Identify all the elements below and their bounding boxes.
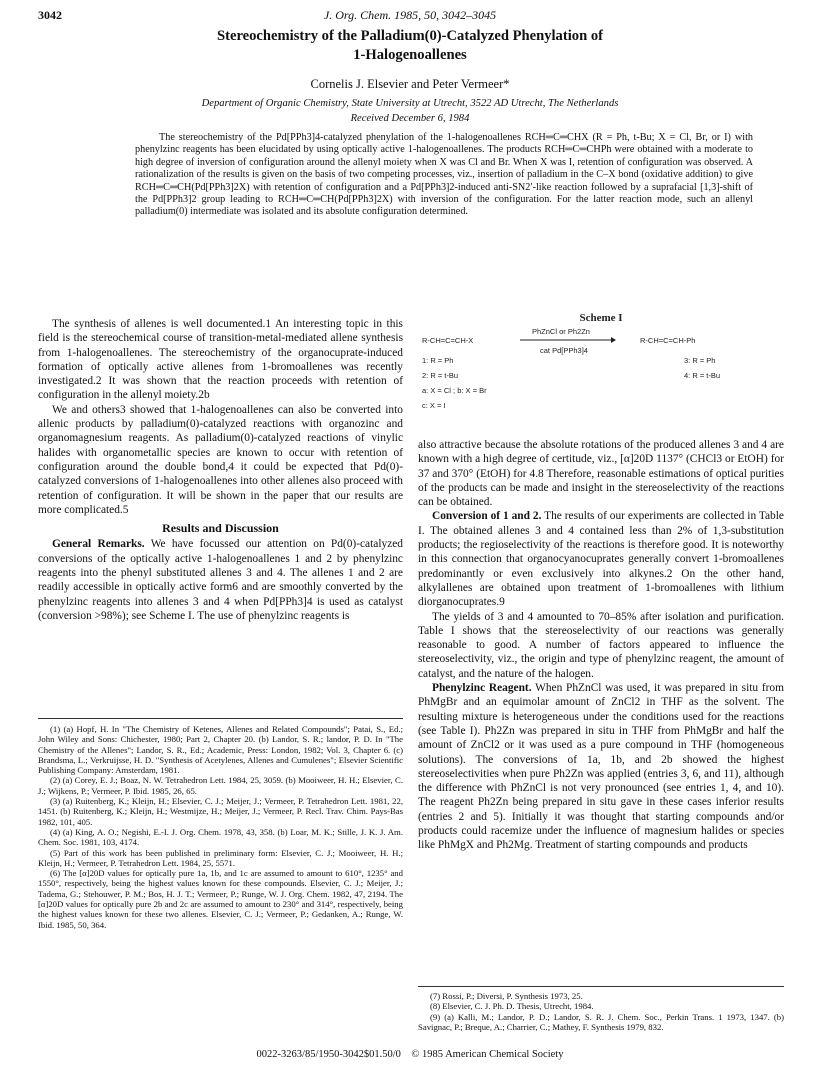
page-footer <box>0 1049 820 1060</box>
general-remarks-paragraph <box>38 537 403 623</box>
scheme-title: Scheme I <box>579 312 623 324</box>
authors: Cornelis J. Elsevier and Peter Vermeer* <box>310 77 510 91</box>
phenylzinc-text: When PhZnCl was used, it was prepared in situ from PhMgBr and an equimolar amount of ZnCl2 in THF as the solvent. The resulting mixture is heterogeneous under the conditions used for the reactions (see Table I). Ph2Zn was prepared in situ in THF from PhMgBr and half the amount of ZnCl2 or it was used as a pure compound in THF (homogeneous solutions). The conversions of 1a, 1b, and 2b showed the highest stereoselectivities when pure Ph2Zn was applied (entries 3, 6, and 11), although the difference with PhZnCl is not very pronounced (see entries 1, 4, and 10). The reagent Ph2Zn being prepared in situ gave in these cases inferior results (entries 2 and 5). Initially it was thought that starting compounds and/or products could racemize under the influence of magnesium halides or species like PhMgX and Ph2Mg. Treatment of starting compounds and products <box>418 682 784 852</box>
scheme-label-ab: a: X = Cl ; b: X = Br <box>422 386 487 395</box>
intro-paragraph-2: We and others3 showed that 1-halogenoallenes can also be converted into allenic products by palladium(0)-catalyzed reactions with organozinc and organomagnesium reagents. As palladium(0)-catalyzed reactions of vinylic halides with organometallic species are known to occur with retention of configuration around the double bond,4 it could be expected that Pd(0)-catalyzed conversions of 1-halogenoallenes into other allenes also proceed with retention of configuration. It will be shown in the paper that our results are more complicated.5 <box>38 403 403 516</box>
phenylzinc-paragraph <box>418 681 784 853</box>
rotation-paragraph: also attractive because the absolute rotations of the produced allenes 3 and 4 are known with a high degree of certitude, viz., [α]20D 1137° (CHCl3 or EtOH) for 37 and 370° (EtOH) for 4.8 Therefore, reasonable estimations of optical purities of the products can be made and insight in the stereoselectivity of the reactions can be obtained. <box>418 439 784 509</box>
scheme-label-1: 1: R = Ph <box>422 356 454 365</box>
footnote-7: (7) Rossi, P.; Diversi, P. Synthesis 1973, 25. <box>430 991 583 1001</box>
reaction-arrow-icon <box>520 336 616 344</box>
footer-code: 0022-3263/85/1950-3042$01.50/0 <box>256 1049 401 1060</box>
right-column <box>418 438 784 853</box>
article-title <box>60 27 760 65</box>
left-column <box>38 317 403 623</box>
title-line-2: 1-Halogenoallenes <box>353 47 467 63</box>
footnote-9: (9) (a) Kalli, M.; Landor, P. D.; Landor, S. R. J. Chem. Soc., Perkin Trans. 1 1973, 1347. (b) Savignac, P.; Breque, A.; Charrier, C.; Mathey, F. Synthesis 1979, 832. <box>418 1011 784 1032</box>
received-date: Received December 6, 1984 <box>350 113 470 124</box>
scheme-label-3: 3: R = Ph <box>684 356 716 365</box>
scheme-reactant: R-CH=C=CH-X <box>422 336 474 345</box>
footnote-6: (6) The [α]20D values for optically pure 1a, 1b, and 1c are assumed to amount to 610°, 1235° and 1550°, respectively, being the highest values known for these compounds. Elsevier, C. J.; Meijer, J.; Tadema, G.; Stehouwer, P. M.; Bos, H. J. T.; Vermeer, P.; Runge, W. J. Org. Chem. 1982, 47, 2194. The [α]20D values for optically pure 2b and 2c are assumed to amount to 230° and 314°, respectively, being the highest values known for these two allenes. Elsevier, C. J.; Vermeer, P.; Gedanken, A.; Runge, W. Ibid. 1985, 50, 364. <box>38 868 403 930</box>
footnote-rule-right <box>418 986 784 987</box>
page-number: 3042 <box>38 8 62 22</box>
affiliation: Department of Organic Chemistry, State University at Utrecht, 3522 AD Utrecht, The Netherlands <box>201 98 619 109</box>
footnote-5: (5) Part of this work has been published in preliminary form: Elsevier, C. J.; Mooiweer, H. H.; Kleijn, H.; Vermeer, P. Tetrahedron Lett. 1984, 25, 5571. <box>38 847 403 868</box>
footnote-3: (3) (a) Ruitenberg, K.; Kleijn, H.; Elsevier, C. J.; Meijer, J.; Vermeer, P. Tetrahedron Lett. 1981, 22, 1451. (b) Ruitenberg, K.; Kleijn, H.; Westmijze, H.; Meijer, J.; Vermeer, P. Recl. Trav. Chim. Pays-Bas 1982, 101, 405. <box>38 796 403 827</box>
footnote-2: (2) (a) Corey, E. J.; Boaz, N. W. Tetrahedron Lett. 1984, 25, 3059. (b) Mooiweer, H. H.; Elsevier, C. J.; Wijkens, P.; Vermeer, P. Ibid. 1985, 26, 65. <box>38 775 403 796</box>
general-remarks-text: We have focussed our attention on Pd(0)-catalyzed conversions of the optically active 1-halogenoallenes 1 and 2 by phenylzinc reagents into the phenyl substituted allenes 3 and 4. The allenes 1 and 2 are readily accessible in optically active form6 and are smoothly converted by the phenylzinc reagents into allenes 3 and 4 when Pd[PPh3]4 is used as catalyst (conversion >98%); see Scheme I. The use of phenylzinc reagents is <box>38 538 403 622</box>
footer-copyright: © 1985 American Chemical Society <box>411 1049 564 1060</box>
conversion-heading: Conversion of 1 and 2. <box>432 510 542 523</box>
journal-citation: J. Org. Chem. 1985, 50, 3042–3045 <box>323 8 497 22</box>
running-header <box>38 8 782 24</box>
abstract: The stereochemistry of the Pd[PPh3]4-catalyzed phenylation of the 1-halogenoallenes RCH═C═CHX (R = Ph, t-Bu; X = Cl, Br, or I) with phenylzinc reagents has been elucidated by using optically active 1-halogenoallenes. The products RCH═C═CHPh were obtained with a moderate to high degree of inversion of configuration around the allenyl moiety when X was Cl and Br. When X was I, retention of configuration was observed. A rationalization of the results is given on the basis of two competing processes, viz., insertion of palladium in the C–X bond (oxidative addition) to give RCH═C═CH(Pd[PPh3]2X) with retention of configuration and a Pd[PPh3]2-induced anti-SN2′-like reaction followed by a suprafacial [1,3]-shift of the Pd[PPh3]2 group leading to RCH═C═CH(Pd[PPh3]2X) with inversion of the configuration. For the latter reaction mode, such an allenyl palladium(0) intermediate was isolated and its absolute configuration determined. <box>135 132 753 218</box>
intro-paragraph-1: The synthesis of allenes is well documented.1 An interesting topic in this field is the stereochemical course of transition-metal-mediated allene synthesis from 1-halogenoallenes. The stereochemistry of the organocuprate-induced formation of optically active allenes from 1-bromoallenes was recently investigated.2 It was shown that the reaction proceeds with retention of configuration in the allenyl moiety.2b <box>38 318 403 402</box>
scheme-reagent-bottom: cat Pd[PPh3]4 <box>540 346 588 355</box>
title-line-1: Stereochemistry of the Palladium(0)-Catalyzed Phenylation of <box>216 28 603 44</box>
yields-paragraph: The yields of 3 and 4 amounted to 70–85% after isolation and purification. Table I shows that the stereoselectivity of our reactions was generally reasonable to good. A number of factors appeared to influence the stereoselectivity, viz., the origin and type of phenylzinc reagent, the amount of catalyst, and the nature of the halogen. <box>418 610 784 680</box>
section-heading: Results and Discussion <box>162 521 279 536</box>
conversion-paragraph <box>418 509 784 609</box>
footnotes-right <box>418 991 784 1032</box>
scheme-label-2: 2: R = t-Bu <box>422 371 459 380</box>
scheme-product: R-CH=C=CH-Ph <box>640 336 696 345</box>
phenylzinc-heading: Phenylzinc Reagent. <box>432 682 532 695</box>
scheme-label-4: 4: R = t-Bu <box>684 371 721 380</box>
scheme-label-c: c: X = I <box>422 401 446 410</box>
scheme-figure <box>418 312 784 432</box>
scheme-reagent-top: PhZnCl or Ph2Zn <box>532 327 590 336</box>
footnotes-left <box>38 724 403 930</box>
footnote-8: (8) Elsevier, C. J. Ph. D. Thesis, Utrecht, 1984. <box>430 1001 594 1012</box>
footnote-4: (4) (a) King, A. O.; Negishi, E.-I. J. Org. Chem. 1978, 43, 358. (b) Loar, M. K.; Stille, J. K. J. Am. Chem. Soc. 1981, 103, 4174. <box>38 826 403 848</box>
footnote-rule-left <box>38 718 403 719</box>
footnote-1: (1) (a) Hopf, H. In "The Chemistry of Ketenes, Allenes and Related Compounds"; Patai, S., Ed.; John Wiley and Sons: Chichester, 1980; Part 2, Chapter 20. (b) Landor, S. R.; landor, P. D. In "The Chemistry of the Allenes"; Landor, S. R., Ed.; Academic, Press: London, 1982; Vol. 3, Chapter 6. (c) Brandsma, L.; Verkruijsse, H. D. "Synthesis of Acetylenes, Allenes and Cumulenes"; Elsevier Scientific Publishing Company: Amsterdam, 1981. <box>38 724 403 776</box>
conversion-text: The results of our experiments are collected in Table I. The obtained allenes 3 and 4 contained less than 2% of 1,3-substitution products; the regioselectivity of the reactions is therefore good. It is noteworthy in this connection that organocyanocuprates generally convert 1-bromoallenes predominantly or even exclusively into alkynes.2 On the other hand, alkylallenes are obtained upon treatment of 1-bromoallenes with lithium diorganocuprates.9 <box>418 510 784 609</box>
general-remarks-heading: General Remarks. <box>52 538 145 551</box>
